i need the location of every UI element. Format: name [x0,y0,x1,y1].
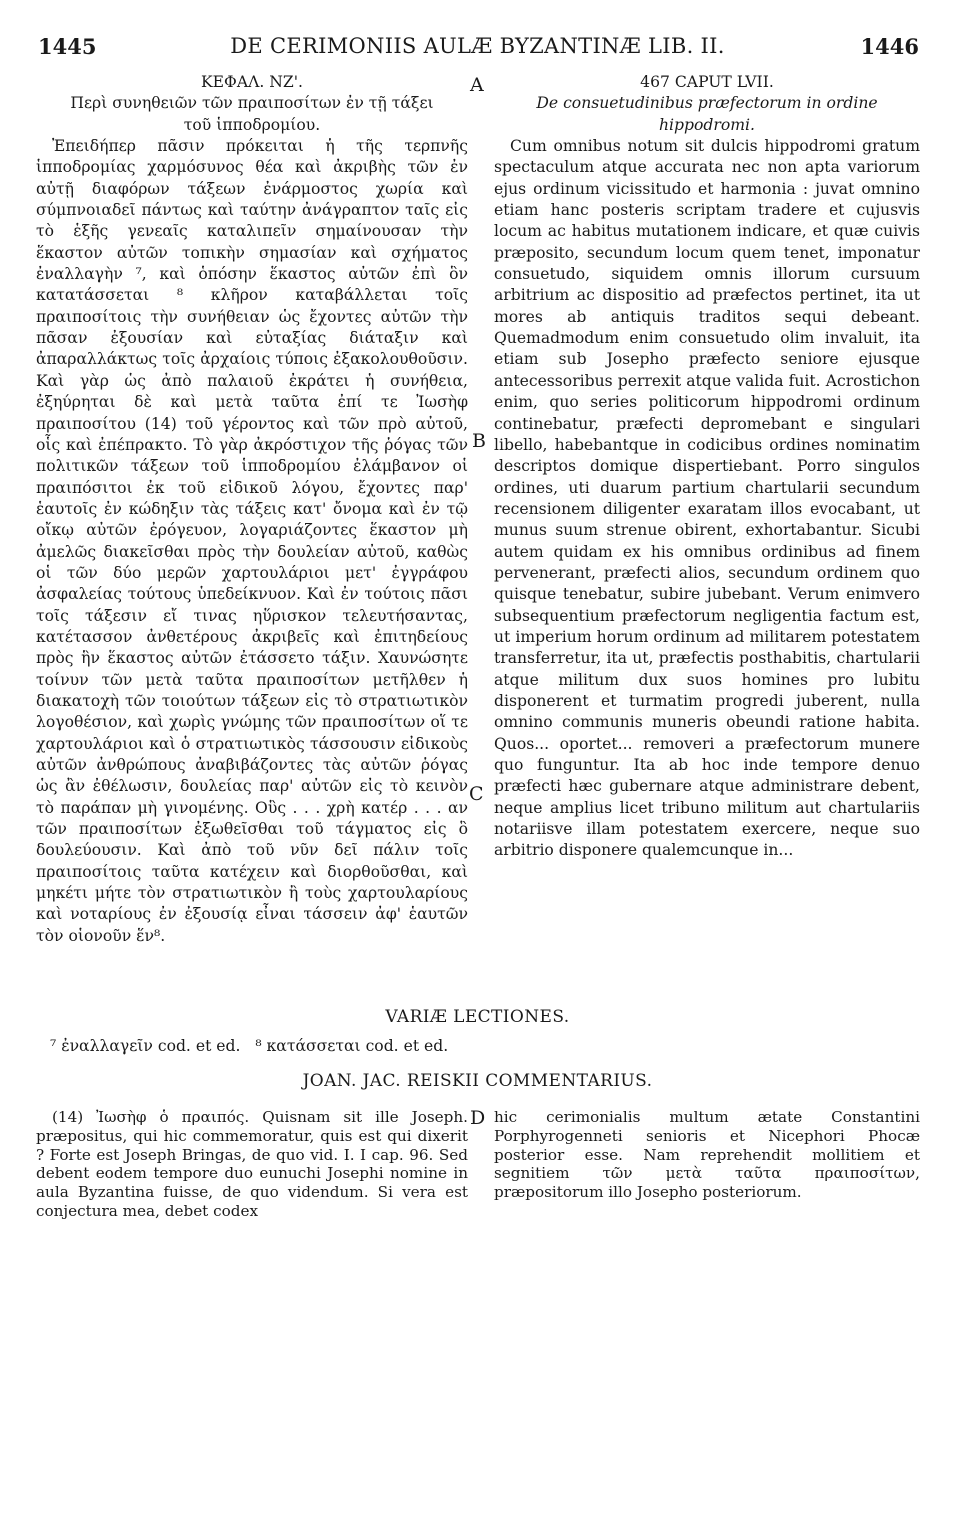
greek-chapter: ΚΕΦΑΛ. ΝΖ'. [201,73,303,91]
margin-marker-c: C [469,783,484,805]
margin-marker-b: B [472,430,486,452]
latin-text: Cum omnibus notum sit dulcis hippodromi gratum spectaculum atque accurata nec non apta variorum ejus ordinum vicissitudo et harmonia : juvat omnino etiam hanc posteris scriptam tradere et cujusvis locum ac habitus mutationem indicare, et quæ cuivis præposito, secundum locum quem tenet, imponatur consuetudo, siquidem omnis illorum cursuum arbitrium ac dispositio ad præfectos pertinet, ita ut mores ab antiquis traditos sequi debeant. Quemadmodum enim consuetudo olim invaluit, ita etiam sub Josepho præfecto seniore ejusque antecessoribus perrexit atque valida fuit. Acrostichon enim, quo series politicorum hippodromi ordinum continebatur, præfecti depromebant e singulari libello, habebantque in codicibus ordines nominatim descriptos domique dispertiebant. Porro singulos ordines, uti duarum partium chartularii secundum recensionem diligenter exaratam illos evocabant, ut munus suum strenue obirent, exhortabantur. Sicubi autem quidam ex his omnibus ordinibus ad finem pervenerant, præfecti alios, secundum ordinem quo quisque tenebatur, subire jubebant. Verum enimvero subsequentium præfectorum negligentia factum est, ut imperium horum ordinum ad militarem potestatem transferretur, ita ut, præfectis posthabitis, chartularii atque militum dux suos homines pro lubitu disponerent et turmatim progredi juberent, nulla omnino communis muneris obeundi ratione habita. Quos... oportet... removeri a præfectorum munere quo funguntur. Ita ab hoc inde tempore denuo præfecti hæc gubernare atque administrare debent, neque amplius licet tribuno militum aut chartulariis notariisve illam potestatem exercere, neque suo arbitrio disponere qualemcunque in... [494,137,920,860]
commentary-right [494,1108,920,1202]
greek-text: Ἐπειδήπερ πᾶσιν πρόκειται ἡ τῆς τερπνῆς ἱπποδρομίας χαρμόσυνος θέα καὶ ἀκριβὴς τῶν ἐν αὐτῇ διαφόρων τάξεων ἐνάρμοστος χωρία καὶ σύμπνοιαδεῖ πάντως καὶ ταύτην ἀνάγραπτον ταῖς εἰς τὸ ἑξῆς γενεαῖς καταλιπεῖν σημαίνουσαν τὴν ἕκαστον αὐτῶν τοπικὴν σημασίαν καὶ σχήματος ἐναλλαγὴν ⁷, καὶ ὁπόσην ἕκαστος αὐτῶν ἐπὶ ὃν κατατάσσεται ⁸ κλῆρον καταβάλλεται τοῖς πραιποσίτοις τὴν συνήθειαν ὡς ἔχοντες αὐτῶν τὴν πᾶσαν ἐξουσίαν καὶ εὐταξίας διάταξιν καὶ ἀπαραλλάκτως τοῖς ἀρχαίοις τύποις ἐξακολουθοῦσιν. Καὶ γὰρ ὡς ἀπὸ παλαιοῦ ἐκράτει ἡ συνήθεια, ἐξηύρηται δὲ καὶ μετὰ ταῦτα ἐπί τε Ἰωσὴφ πραιποσίτου (14) τοῦ γέροντος καὶ τῶν πρὸ αὐτοῦ, οἷς καὶ ἐπέπρακτο. Τὸ γὰρ ἀκρόστιχον τῆς ῥόγας τῶν πολιτικῶν τάξεων τοῦ ἱπποδρομίου ἐλάμβανον οἱ πραιπόσιτοι ἐκ τοῦ εἰδικοῦ λόγου, ἔχοντες παρ' ἑαυτοῖς ἐν κώδηξιν τὰς τάξεις κατ' ὄνομα καὶ ἐν τῷ οἴκῳ αὐτῶν ἐρόγευον, λογαριάζοντες ἕκαστον μὴ ἀμελῶς διακεῖσθαι πρὸς τὴν δουλείαν αὐτοῦ, καθὼς οἱ τῶν δύο μερῶν χαρτουλάριοι μετ' ἐγγράφου ἀσφαλείας τούτους ὑπεδείκνυον. Καὶ ἐν τούτοις πᾶσι τοῖς τάξεσιν εἴ τινας ηὕρισκον τελευτήσαντας, κατέτασσον ἀνθετέρους ἀκριβεῖς καὶ ἐπιτηδείους πρὸς ἣν ἕκαστος αὐτῶν ἐτάσσετο τάξιν. Χαυνώσητε τοίνυν τῶν μετὰ ταῦτα πραιποσίτων μετῆλθεν ἡ διακατοχὴ τῶν τοιούτων τάξεων εἰς τὸ στρατιωτικὸν λογοθέσιον, καὶ χωρὶς γνώμης τῶν πραιποσίτων οἵ τε χαρτουλάριοι καὶ ὁ στρατιωτικὸς τάσσουσιν εἰδικοὺς αὐτῶν ἀνθρώπους ἀναβιβάζοντες τὰς αὐτῶν ῥόγας ὡς ἂν ἐθέλωσιν, δουλείας παρ' αὐτῶν εἰς τὸ κεινὸν τὸ παράπαν μὴ γινομένης. Οὓς . . . χρὴ κατέρ . . . αν τῶν πραιποσίτων ἐξωθεῖσθαι τοῦ τάγματος εἰς ὃ δουλεύουσιν. Καὶ ἀπὸ τοῦ νῦν δεῖ πάλιν τοῖς πραιποσίτοις ταῦτα κατέχειν καὶ διορθοῦσθαι, καὶ μηκέτι μήτε τὸν στρατιωτικὸν ἢ τοὺς χαρτουλαρίους καὶ νοταρίους ἐν ἐξουσίᾳ εἶναι τάσσειν ἀφ' ἑαυτῶν τὸν οἱονοῦν ἕν⁸. [36,137,468,945]
margin-marker-a: A [470,74,484,96]
latin-column [494,72,920,862]
commentary-right-text: hic cerimonialis multum ætate Constantini Porphyrogenneti senioris et Nicephori Phocæ posterior esse. Nam reprehendit mollitiem et segnitiem τῶν μετὰ ταῦτα πραιποσίτων, præpositorum illo Josepho posteriorum. [494,1108,920,1202]
page-number-right: 1446 [860,34,919,59]
latin-heading-2: hippodromi. [659,115,755,134]
margin-marker-d: D [470,1107,486,1129]
greek-column [36,72,468,947]
page-number-left: 1445 [38,34,97,59]
running-title: DE CERIMONIIS AULÆ BYZANTINÆ LIB. II. [230,34,725,58]
commentary-left [36,1108,468,1221]
commentary-title: JOAN. JAC. REISKII COMMENTARIUS. [302,1071,653,1091]
greek-heading-1: Περὶ συνηθειῶν τῶν πραιποσίτων ἐν τῇ τάξει [70,94,434,113]
commentary-left-text: (14) Ἰωσὴφ ὁ πραιπός. Quisnam sit ille Joseph. præpositus, qui hic commemoratur, quis est qui dixerit ? Forte est Joseph Bringas, de quo vid. I. I cap. 96. Sed debent eodem tempore duo eunuchi Josephi nomine in aula Byzantina fuisse, de quo videndum. Si vera est conjectura mea, debet codex [36,1108,468,1220]
variae-title: VARIÆ LECTIONES. [385,1007,570,1027]
variae-text: ⁷ ἐναλλαγεῖν cod. et ed. ⁸ κατάσσεται cod. et ed. [50,1037,449,1055]
latin-heading-1: De consuetudinibus præfectorum in ordine [536,94,878,113]
greek-heading-2: τοῦ ἱπποδρομίου. [183,115,321,134]
latin-chapter: 467 CAPUT LVII. [640,73,774,91]
